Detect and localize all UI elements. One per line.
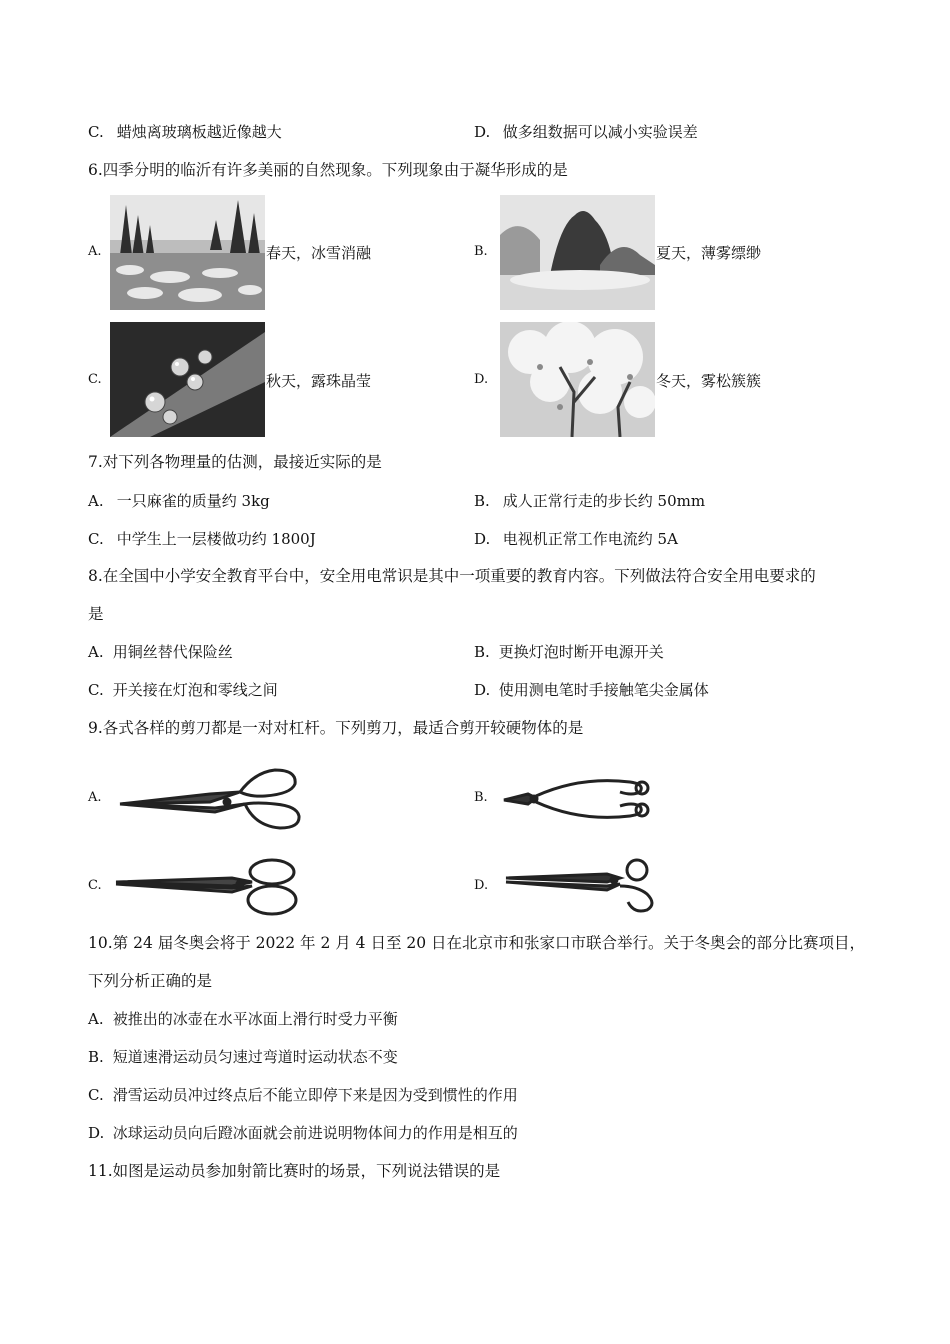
q8-stem-line2: 是 bbox=[88, 605, 104, 623]
option-text: 被推出的冰壶在水平冰面上滑行时受力平衡 bbox=[112, 1010, 398, 1028]
option-label: B. bbox=[474, 492, 490, 510]
option-text: 短道速滑运动员匀速过弯道时运动状态不变 bbox=[112, 1048, 398, 1066]
q6-option-d-label: D. bbox=[474, 372, 489, 387]
q10-option-d bbox=[88, 1123, 518, 1143]
q6-option-c-label: C. bbox=[88, 372, 102, 387]
q7-option-d bbox=[474, 529, 678, 549]
q9-option-d-label: D. bbox=[474, 878, 489, 893]
option-label: C. bbox=[88, 123, 104, 141]
option-text: 电视机正常工作电流约 5A bbox=[502, 530, 678, 548]
option-text: 用铜丝替代保险丝 bbox=[112, 643, 233, 661]
kitchen-scissors-icon bbox=[115, 762, 305, 838]
q8-option-d bbox=[474, 680, 709, 700]
option-label: C. bbox=[88, 1086, 104, 1104]
option-text: 滑雪运动员冲过终点后不能立即停下来是因为受到惯性的作用 bbox=[112, 1086, 518, 1104]
option-label: D. bbox=[474, 681, 491, 699]
option-label: C. bbox=[88, 530, 104, 548]
q6-option-c-caption: 秋天，露珠晶莹 bbox=[266, 372, 372, 390]
option-text: 成人正常行走的步长约 50mm bbox=[502, 492, 706, 510]
q7-stem: 7.对下列各物理量的估测，最接近实际的是 bbox=[88, 453, 382, 471]
q6-stem: 6.四季分明的临沂有许多美丽的自然现象。下列现象由于凝华形成的是 bbox=[88, 161, 568, 179]
q11-stem: 11.如图是运动员参加射箭比赛时的场景，下列说法错误的是 bbox=[88, 1162, 501, 1180]
q9-option-a-label: A. bbox=[88, 790, 102, 805]
option-label: B. bbox=[474, 643, 490, 661]
option-label: A. bbox=[88, 492, 104, 510]
option-label: D. bbox=[474, 123, 491, 141]
q7-option-b bbox=[474, 491, 705, 511]
option-text: 开关接在灯泡和零线之间 bbox=[112, 681, 278, 699]
long-blade-scissors-icon bbox=[112, 856, 302, 922]
q9-stem: 9.各式各样的剪刀都是一对对杠杆。下列剪刀，最适合剪开较硬物体的是 bbox=[88, 719, 584, 737]
q10-stem-line1: 10.第 24 届冬奥会将于 2022 年 2 月 4 日至 20 日在北京市和张家口市联合举行。关于冬奥会的部分比赛项目， bbox=[88, 934, 866, 952]
q7-option-a bbox=[88, 491, 270, 511]
q6-option-b-caption: 夏天，薄雾缥缈 bbox=[656, 244, 762, 262]
tailor-scissors-icon bbox=[502, 856, 662, 922]
option-text: 一只麻雀的质量约 3kg bbox=[116, 492, 270, 510]
option-label: A. bbox=[88, 643, 104, 661]
option-text: 中学生上一层楼做功约 1800J bbox=[116, 530, 316, 548]
q10-option-b bbox=[88, 1047, 398, 1067]
q8-option-c bbox=[88, 680, 278, 700]
rime-tree-photo bbox=[500, 322, 655, 437]
dewdrops-photo bbox=[110, 322, 265, 437]
q10-option-c bbox=[88, 1085, 518, 1105]
option-text: 使用测电笔时手接触笔尖金属体 bbox=[498, 681, 709, 699]
option-text: 蜡烛离玻璃板越近像越大 bbox=[116, 123, 282, 141]
option-label: B. bbox=[88, 1048, 104, 1066]
q10-stem-line2: 下列分析正确的是 bbox=[88, 972, 213, 990]
option-label: D. bbox=[474, 530, 491, 548]
option-label: D. bbox=[88, 1124, 105, 1142]
q8-stem-line1: 8.在全国中小学安全教育平台中，安全用电常识是其中一项重要的教育内容。下列做法符合安全用电要求的 bbox=[88, 567, 816, 585]
q5-option-d bbox=[474, 122, 698, 142]
q6-option-d-caption: 冬天，雾松簇簇 bbox=[656, 372, 762, 390]
misty-mountain-photo bbox=[500, 195, 655, 310]
option-text: 冰球运动员向后蹬冰面就会前进说明物体间力的作用是相互的 bbox=[112, 1124, 518, 1142]
q9-option-c-label: C. bbox=[88, 878, 102, 893]
q6-option-a-caption: 春天，冰雪消融 bbox=[266, 244, 372, 262]
tin-snips-icon bbox=[500, 768, 655, 834]
melting-snow-photo bbox=[110, 195, 265, 310]
option-text: 做多组数据可以减小实验误差 bbox=[502, 123, 698, 141]
q5-option-c bbox=[88, 122, 282, 142]
q7-option-c bbox=[88, 529, 316, 549]
q10-option-a bbox=[88, 1009, 398, 1029]
q9-option-b-label: B. bbox=[474, 790, 488, 805]
option-text: 更换灯泡时断开电源开关 bbox=[498, 643, 664, 661]
option-label: A. bbox=[88, 1010, 104, 1028]
q6-option-b-label: B. bbox=[474, 244, 488, 259]
q8-option-a bbox=[88, 642, 233, 662]
q6-option-a-label: A. bbox=[88, 244, 102, 259]
option-label: C. bbox=[88, 681, 104, 699]
q8-option-b bbox=[474, 642, 664, 662]
